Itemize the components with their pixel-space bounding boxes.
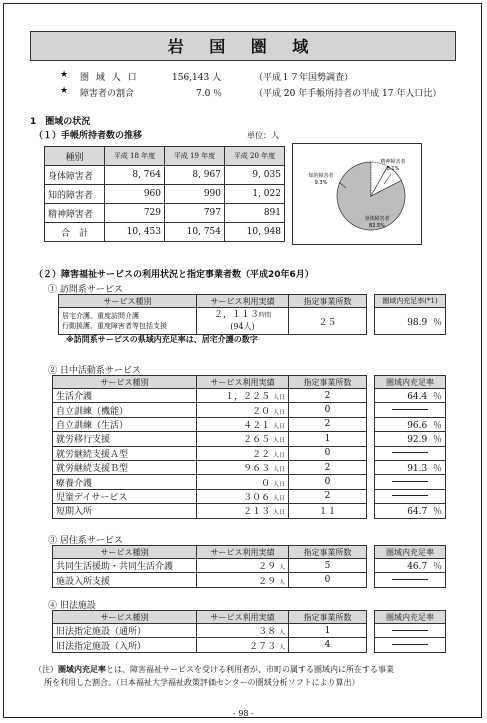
col-header: 指定事業所数 [289, 376, 367, 389]
usage-unit: 時間 [259, 312, 272, 319]
cell-value: 9, 035 [225, 166, 285, 185]
usage-value: ２９ [258, 576, 277, 587]
cell-value: 797 [165, 204, 225, 223]
empty-dash [392, 630, 428, 631]
visit-note: ※訪問系サービスの県域内充足率は、居宅介護の数字 [66, 335, 258, 344]
service-name: 行動援護、重度障害者等包括支援 [62, 322, 167, 330]
cell-value: 960 [105, 185, 165, 204]
col-header: サービス利用実績 [197, 611, 289, 624]
rate-pct: ％ [432, 464, 442, 475]
row-label: 合 計 [45, 223, 105, 242]
rate-row [375, 573, 446, 587]
empty-dash [392, 481, 428, 482]
daytime-services-table [52, 375, 367, 519]
rate-row [375, 624, 446, 638]
table-row [53, 489, 367, 503]
col-header: サービス利用実績 [197, 546, 289, 559]
usage-unit: 人 [278, 643, 285, 651]
rate-row [375, 446, 446, 460]
table-row [53, 475, 367, 489]
table-row [53, 460, 367, 474]
provider-count: 2 [289, 489, 367, 503]
table-row [53, 432, 367, 446]
rate-value: 92.9 [407, 435, 428, 446]
service-name: 旧法指定施設（通所） [53, 624, 197, 638]
pie-pct-mental: 8.1% [386, 166, 400, 172]
table-row [53, 638, 367, 652]
cell-value: 8, 967 [165, 166, 225, 185]
provider-count: 1 [289, 624, 367, 638]
pie-pct-physical: 82.5% [369, 223, 385, 229]
provider-count: 0 [289, 475, 367, 489]
table-row [53, 389, 367, 403]
cell-value: 10, 453 [105, 223, 165, 242]
pie-label-physical: 身体障害者 [364, 216, 390, 222]
usage-value: ３８ [258, 627, 277, 638]
rate-row [375, 504, 446, 518]
table-row [53, 624, 367, 638]
usage-unit: 人日 [272, 494, 285, 502]
section-1-heading: 1 圏域の状況 [30, 117, 91, 127]
pie-label-mental: 精神障害者 [380, 159, 406, 165]
rate-value: 91.3 [407, 464, 428, 475]
footnote [34, 664, 394, 675]
table-row [53, 559, 367, 573]
service-name: 施設入所支援 [53, 573, 197, 587]
footnote-line-1: とは、障害福祉サービスを受ける利用者が、市町の属する圏域内に所在する事業 [106, 665, 394, 674]
rate-value: 96.6 [407, 420, 428, 431]
usage-value: ２０ [252, 406, 271, 417]
table-row [53, 417, 367, 431]
service-name: 自立訓練（機能） [53, 403, 197, 417]
footnote-lead: （注） [34, 665, 58, 674]
service-name: 就労継続支援Ｂ型 [53, 460, 197, 474]
usage-unit: 人日 [272, 466, 285, 474]
visit-rate-table [374, 294, 446, 335]
service-name: 療養介護 [53, 475, 197, 489]
residential-services-table [52, 545, 367, 588]
usage-value: ２６５ [243, 435, 271, 446]
population-note: （平成１７年国勢調査） [254, 73, 354, 83]
old-facilities-title: ④ 旧法施設 [48, 601, 96, 611]
unit-label: 単位：人 [247, 131, 279, 140]
service-name: 旧法指定施設（入所） [53, 638, 197, 652]
pie-chart-svg [293, 144, 421, 244]
rate-pct: ％ [432, 507, 442, 518]
usage-unit: 人日 [272, 480, 285, 488]
rate-pct: ％ [432, 392, 442, 403]
rate-value: 98.9 [407, 317, 428, 328]
cell-value: 10, 754 [165, 223, 225, 242]
daytime-rate-table [374, 375, 446, 519]
provider-count: 2 [289, 389, 367, 403]
provider-count: 0 [289, 403, 367, 417]
page-title: 岩 国 圏 域 [30, 31, 456, 61]
old-rate-table [374, 610, 446, 653]
usage-unit: 人 [278, 564, 285, 572]
usage-unit: 人日 [272, 394, 285, 402]
table-row [45, 223, 285, 242]
rate-pct: ％ [432, 317, 442, 328]
col-header: 圏域内充足率 [375, 611, 446, 624]
rate-row [375, 475, 446, 489]
rate-pct: ％ [432, 562, 442, 573]
summary-star: ★ [60, 70, 69, 80]
rate-row [375, 432, 446, 446]
footnote-term: 圏域内充足率 [58, 665, 106, 674]
pie-pct-intellectual: 9.3% [314, 180, 328, 186]
table-header: 平成 20 年度 [225, 147, 285, 166]
provider-count: ２５ [289, 308, 367, 335]
pie-label-intellectual: 知的障害者 [308, 173, 334, 179]
disability-ratio-note: （平成 20 年手帳所持者の平成 17 年人口比） [254, 89, 442, 99]
service-name: 共同生活援助・共同生活介護 [53, 559, 197, 573]
provider-count: １１ [289, 504, 367, 518]
rate-value: 64.7 [407, 507, 428, 518]
usage-value: ２，１１３ [213, 310, 259, 320]
visit-services-title: ① 訪問系サービス [48, 285, 123, 295]
usage-people: (94人) [230, 322, 255, 331]
service-name: 自立訓練（生活） [53, 417, 197, 431]
col-header: 指定事業所数 [289, 611, 367, 624]
table-header: 種別 [45, 147, 105, 166]
visit-services-table [58, 294, 367, 335]
col-header: サービス種別 [53, 376, 197, 389]
usage-value: ２９ [258, 562, 277, 573]
daytime-services-title: ② 日中活動系サービス [48, 366, 141, 376]
empty-dash [392, 495, 428, 496]
table-row [45, 204, 285, 223]
provider-count: 0 [289, 573, 367, 587]
rate-row [375, 403, 446, 417]
population-label: 圏 域 人 口 [80, 73, 139, 83]
old-facilities-table [52, 610, 367, 653]
col-header: 圏域内充足率 [375, 546, 446, 559]
table-row [53, 573, 367, 587]
provider-count: 2 [289, 460, 367, 474]
section-1-subheading: （１）手帳所持者数の推移 [34, 131, 143, 141]
table-row [45, 166, 285, 185]
provider-count: 2 [289, 417, 367, 431]
table-header: 平成 19 年度 [165, 147, 225, 166]
provider-count: 1 [289, 432, 367, 446]
table-row [45, 185, 285, 204]
table-row [53, 403, 367, 417]
usage-unit: 人日 [272, 509, 285, 517]
disability-ratio-value: 7.0 ％ [196, 89, 223, 99]
section-2-heading: （２）障害福祉サービスの利用状況と指定事業者数（平成20年6月） [34, 270, 314, 280]
pie-chart [292, 143, 422, 245]
cell-value: 891 [225, 204, 285, 223]
cell-value: 1, 022 [225, 185, 285, 204]
empty-dash [392, 452, 428, 453]
table-header: 平成 18 年度 [105, 147, 165, 166]
rate-row [375, 638, 446, 652]
cell-value: 8, 764 [105, 166, 165, 185]
col-header: 指定事業所数 [289, 295, 367, 308]
empty-dash [392, 644, 428, 645]
service-name: 児童デイサービス [53, 489, 197, 503]
provider-count: 4 [289, 638, 367, 652]
footnote-line-2: 所を利用した割合。（日本福祉大学福祉政策評価センターの圏域分析ソフトにより算出） [44, 678, 360, 687]
cell-value: 10, 948 [225, 223, 285, 242]
residential-rate-table [374, 545, 446, 588]
rate-value: 46.7 [407, 562, 428, 573]
empty-dash [392, 409, 428, 410]
rate-value: 64.4 [407, 392, 428, 403]
col-header: サービス利用実績 [197, 376, 289, 389]
usage-value: ２１３ [243, 507, 271, 518]
usage-value: ９６３ [243, 464, 271, 475]
service-name: 生活介護 [53, 389, 197, 403]
usage-value: ２２ [252, 449, 271, 460]
rate-row [375, 460, 446, 474]
service-name: 就労移行支援 [53, 432, 197, 446]
table-row [59, 308, 367, 335]
col-header: サービス種別 [53, 611, 197, 624]
disability-ratio-label: 障害者の割合 [80, 89, 135, 99]
residential-services-title: ③ 居住系サービス [48, 536, 123, 546]
usage-value: １，２２５ [225, 392, 271, 403]
rate-pct: ％ [432, 420, 442, 431]
usage-value: ４２１ [243, 420, 271, 431]
cell-value: 729 [105, 204, 165, 223]
rate-pct: ％ [432, 435, 442, 446]
col-header: サービス利用実績 [197, 295, 289, 308]
service-name: 短期入所 [53, 504, 197, 518]
usage-unit: 人日 [272, 437, 285, 445]
rate-row [375, 489, 446, 503]
empty-dash [392, 579, 428, 580]
col-header: 圏域内充足率 [375, 376, 446, 389]
usage-unit: 人日 [272, 408, 285, 416]
service-name: 就労継続支援Ａ型 [53, 446, 197, 460]
usage-unit: 人日 [272, 422, 285, 430]
table-row [53, 446, 367, 460]
rate-row [375, 417, 446, 431]
usage-value: ２７３ [249, 641, 277, 652]
row-label: 身体障害者 [45, 166, 105, 185]
col-header: 指定事業所数 [289, 546, 367, 559]
service-name: 居宅介護、重度訪問介護 [62, 312, 139, 320]
row-label: 精神障害者 [45, 204, 105, 223]
page-number: - 98 - [233, 709, 254, 718]
summary-star: ★ [60, 86, 69, 96]
provider-count: 5 [289, 559, 367, 573]
usage-unit: 人 [278, 629, 285, 637]
usage-value: ０ [261, 478, 271, 489]
table-row [53, 504, 367, 518]
handbook-table [44, 146, 285, 242]
col-header: 圏域内充足率(*1) [375, 295, 446, 308]
rate-row [375, 389, 446, 403]
population-value: 156,143 人 [172, 73, 222, 83]
col-header: サービス種別 [59, 295, 197, 308]
usage-value: ３０６ [243, 492, 271, 503]
rate-row [375, 559, 446, 573]
col-header: サービス種別 [53, 546, 197, 559]
usage-unit: 人 [278, 578, 285, 586]
provider-count: 0 [289, 446, 367, 460]
row-label: 知的障害者 [45, 185, 105, 204]
cell-value: 990 [165, 185, 225, 204]
usage-unit: 人日 [272, 451, 285, 459]
